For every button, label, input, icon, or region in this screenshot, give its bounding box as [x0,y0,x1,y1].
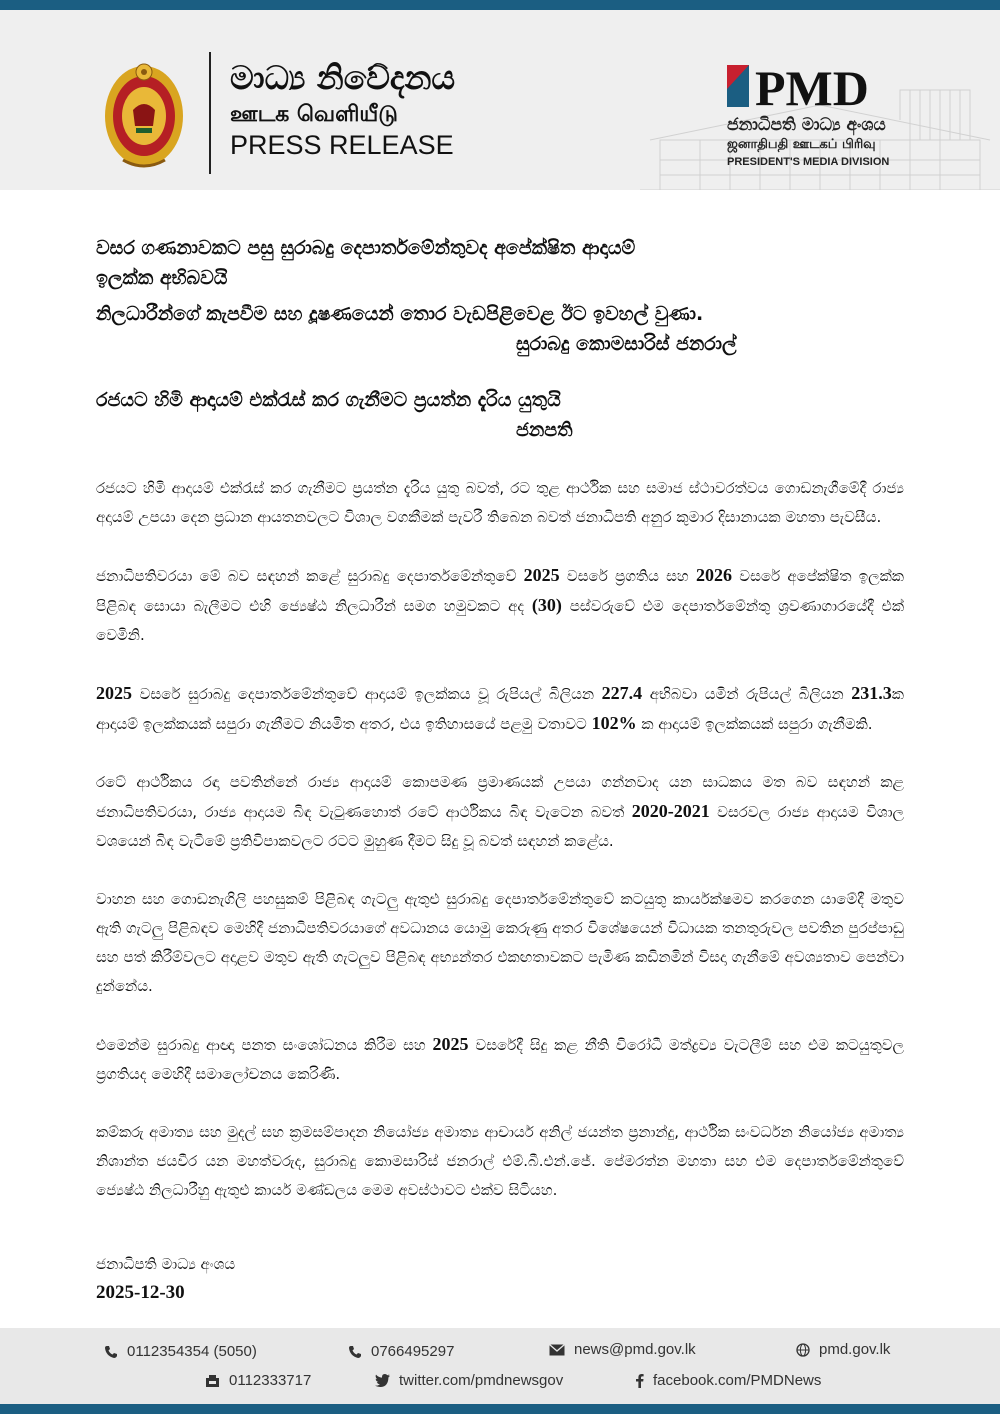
paragraph-5: වාහන සහ ගොඩනැගිලි පහසුකම් පිළිබඳ ගැටලු ඇතුළු සුරාබදු දෙපාර්තමේන්තුවේ කටයුතු කාර්යක්ෂමව කරගෙන යාමේදී මතුව ඇති ගැටලු පිළිබඳව මෙහිදී ජනාධිපතිවරයාගේ අවධානය යොමු කෙරුණු අතර විශේෂයෙන් විධායක තනතුරුවල පවතින පුරප්පාඩු සහ පත් කිරීම්වලට අදාළව මතුව ඇති ගැටලුව පිළිබඳ අභ්‍යන්තර එකඟතාවකට පැමිණ කඩිනමින් විසදා ගැනීමේ අවශ්‍යතාව පෙන්වා දුන්නේය. [96,890,904,995]
footer-phone-1[interactable]: 0112354354 (5050) [104,1343,257,1360]
headline-line-2: ඉලක්ක අභිබවයි [96,267,228,289]
fax-icon [205,1374,220,1388]
headline-line-1: වසර ගණනාවකට පසු සුරාබදු දෙපාර්තමේන්තුවද අපේක්ෂිත ආදායම් [96,237,636,259]
subhead-quote: නිලධාරීන්ගේ කැපවීම සහ දූෂණයෙන් තොර වැඩපිළිවෙළ ඊට ඉවහල් වුණා. [96,303,704,325]
subhead-president-attribution: ජනපති [516,419,573,441]
twitter-icon [375,1374,390,1387]
issuer-name: ජනාධිපති මාධ්‍ය අංශය [96,1255,236,1273]
footer-facebook-link[interactable]: facebook.com/PMDNews [635,1372,821,1389]
footer-email-link[interactable]: news@pmd.gov.lk [549,1341,696,1358]
paragraph-3: 2025 වසරේ සුරාබදු දෙපාර්තමේන්තුවේ ආදායම් ඉලක්කය වූ රුපියල් බිලියන 227.4 අභිබවා යමින් රුපියල් බිලියන 231.3ක ආදායම් ඉලක්කයක් සපුරා ගැනීමට නියමිත අතර, එය ඉතිහාසයේ පළමු වතාවට 102% ක ආදායම් ඉලක්කයක් සපුරා ගැනීමකි. [96,683,904,733]
paragraph-2: ජනාධිපතිවරයා මේ බව සඳහන් කළේ සුරාබදු දෙපාර්තමේන්තුවේ 2025 වසරේ ප්‍රගතිය සහ 2026 වසරේ අපේක්ෂිත ඉලක්ක පිළිබඳ සොයා බැලීමට එහි ජ්‍යෙෂ්ඨ නිලධාරීන් සමග හමුවකට අද (30) පස්වරුවේ එම දෙපාර්තමේන්තු ශ්‍රවණාගාරයේදී එක් වෙමිනි. [96,565,904,644]
globe-icon [796,1343,810,1357]
phone-icon [348,1345,362,1359]
paragraph-7: කම්කරු අමාත්‍ය සහ මුදල් සහ ක්‍රමසම්පාදන නියෝජ්‍ය අමාත්‍ය ආචාර්ය අනිල් ජයන්ත ප්‍රනාන්දු, ආර්ථික සංවර්ධන නියෝජ්‍ය අමාත්‍ය නිශාන්ත ජයවීර යන මහත්වරුද, සුරාබදු කොමසාරිස් ජනරාල් එම්.බී.එන්.ජේ. පේමරත්න මහතා සහ එම දෙපාර්තමේන්තුවේ ජ්‍යෙෂ්ඨ නිලධාරීහු ඇතුළු කාර්ය මණ්ඩලය මෙම අවස්ථාවට එක්ව සිටියහ. [96,1123,904,1199]
phone-icon [104,1345,118,1359]
footer-website-link[interactable]: pmd.gov.lk [796,1341,890,1358]
bottom-accent-bar [0,1404,1000,1414]
pmd-logo [727,59,895,111]
pmd-logo-text: PMD [755,60,869,111]
footer-twitter-link[interactable]: twitter.com/pmdnewsgov [375,1372,563,1389]
subhead-quote-attribution: සුරාබදු කොමසාරිස් ජනරාල් [516,333,737,355]
letterhead [0,10,1000,190]
signature-block [96,1250,235,1308]
header-title-tamil: ஊடக வெளியீடு [230,102,398,127]
header-title-english: PRESS RELEASE [230,130,454,160]
header-title-sinhala: මාධ්‍ය නිවේදනය [230,58,456,97]
article-body [96,474,904,1234]
pmd-name-tamil: ஜனாதிபதி ஊடகப் பிரிவு [727,137,876,152]
contact-footer [0,1328,1000,1404]
sri-lanka-emblem-icon [103,60,185,172]
pmd-name-english: PRESIDENT'S MEDIA DIVISION [727,156,890,168]
subhead-president-quote: රජයට හිමි ආදායම් එක්රැස් කර ගැනීමට ප්‍රයත්න දැරිය යුතුයි [96,389,561,411]
top-accent-bar [0,0,1000,10]
footer-fax[interactable]: 0112333717 [205,1372,311,1389]
paragraph-4: රටේ ආර්ථිකය රඳා පවතින්නේ රාජ්‍ය ආදායම් කොපමණ ප්‍රමාණයක් උපයා ගන්නවාද යන සාධකය මත බව සඳහන් කළ ජනාධිපතිවරයා, රාජ්‍ය ආදායම බිඳ වැටුණහොත් රටේ ආර්ථිකය බිඳ වැටෙන බවත් 2020-2021 වසරවල රාජ්‍ය ආදායම විශාල වශයෙන් බිඳ වැටීමේ ප්‍රතිවිපාකවලට රටට මුහුණ දීමට සිදු වූ බවත් සඳහන් කළේය. [96,773,904,850]
facebook-icon [635,1373,644,1388]
issue-date: 2025-12-30 [96,1282,185,1303]
footer-phone-2[interactable]: 0766495297 [348,1343,454,1360]
paragraph-6: එමෙන්ම සුරාබදු ආඥා පනත සංශෝධනය කිරීම සහ 2025 වසරේදී සිදු කළ නීති විරෝධී මත්ද්‍රව්‍ය වැටලීම් සහ එම කටයුතුවල ප්‍රගතියද මෙහිදී සමාලෝචනය කෙරිණි. [96,1034,904,1083]
header-divider [209,52,211,174]
headline-block [96,233,916,445]
paragraph-1: රජයට හිමි ආදායම් එක්රැස් කර ගැනීමට ප්‍රයත්න දැරිය යුතු බවත්, රට තුළ ආර්ථික සහ සමාජ ස්ථාවරත්වය ගොඩනැගීමේදී රාජ්‍ය අදායම් උපයා දෙන ප්‍රධාන ආයතනවලට විශාල වගකීමක් පැවරී තිබෙන බවත් ජනාධිපති අනුර කුමාර දිසානායක මහතා පැවසීය. [96,479,904,526]
envelope-icon [549,1344,565,1356]
pmd-name-sinhala: ජනාධිපති මාධ්‍ය අංශය [727,115,886,135]
